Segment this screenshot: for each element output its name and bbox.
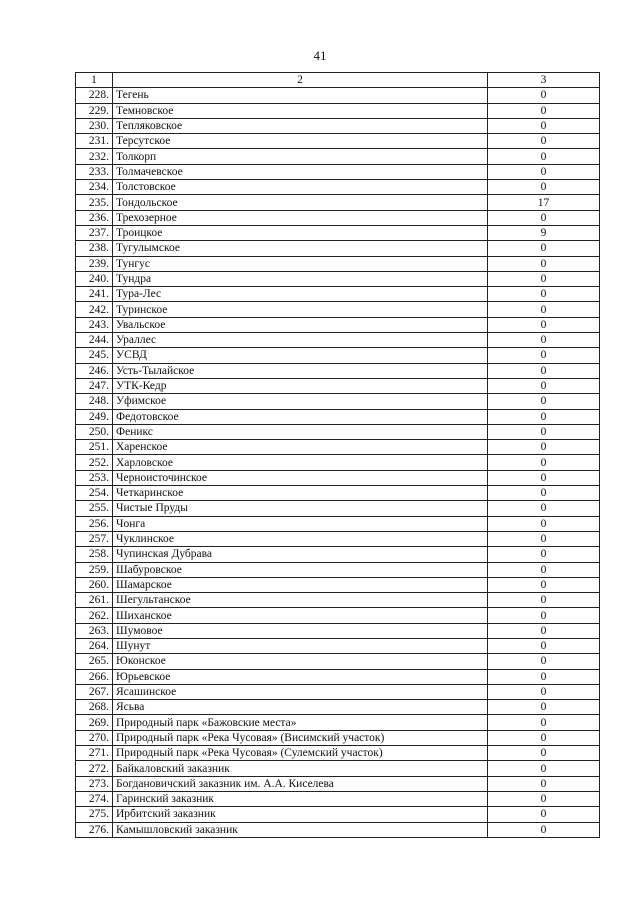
row-name: Шабуровское — [113, 562, 488, 577]
table-row — [76, 470, 600, 485]
row-name: Федотовское — [113, 409, 488, 424]
row-name: Природный парк «Река Чусовая» (Висимский участок) — [113, 730, 488, 745]
row-value: 0 — [488, 378, 600, 393]
row-number: 255. — [76, 501, 113, 516]
row-value: 0 — [488, 256, 600, 271]
table-row — [76, 134, 600, 149]
row-number: 253. — [76, 470, 113, 485]
row-name: Ирбитский заказник — [113, 807, 488, 822]
table-row — [76, 348, 600, 363]
table-row — [76, 608, 600, 623]
row-name: Харловское — [113, 455, 488, 470]
row-number: 233. — [76, 164, 113, 179]
row-name: Гаринский заказник — [113, 791, 488, 806]
row-value: 0 — [488, 715, 600, 730]
row-value: 0 — [488, 807, 600, 822]
row-number: 263. — [76, 623, 113, 638]
row-value: 0 — [488, 149, 600, 164]
table-row — [76, 149, 600, 164]
row-number: 236. — [76, 210, 113, 225]
row-name: Темновское — [113, 103, 488, 118]
row-value: 0 — [488, 669, 600, 684]
row-value: 17 — [488, 195, 600, 210]
row-value: 0 — [488, 440, 600, 455]
row-value: 0 — [488, 684, 600, 699]
row-number: 267. — [76, 684, 113, 699]
table-row — [76, 638, 600, 653]
row-value: 0 — [488, 271, 600, 286]
row-number: 245. — [76, 348, 113, 363]
row-name: УТК-Кедр — [113, 378, 488, 393]
row-number: 229. — [76, 103, 113, 118]
row-name: Тунгус — [113, 256, 488, 271]
table-row — [76, 118, 600, 133]
table-row — [76, 623, 600, 638]
row-value: 0 — [488, 88, 600, 103]
row-value: 0 — [488, 547, 600, 562]
row-number: 238. — [76, 241, 113, 256]
row-value: 0 — [488, 791, 600, 806]
table-row — [76, 164, 600, 179]
table-row — [76, 577, 600, 592]
row-value: 9 — [488, 225, 600, 240]
row-name: Шамарское — [113, 577, 488, 592]
row-number: 237. — [76, 225, 113, 240]
row-name: Чистые Пруды — [113, 501, 488, 516]
row-name: Юрьевское — [113, 669, 488, 684]
row-number: 242. — [76, 302, 113, 317]
row-number: 272. — [76, 761, 113, 776]
table-row — [76, 378, 600, 393]
row-number: 244. — [76, 333, 113, 348]
row-name: Байкаловский заказник — [113, 761, 488, 776]
table-row — [76, 317, 600, 332]
table-row — [76, 807, 600, 822]
row-value: 0 — [488, 638, 600, 653]
row-name: Усть-Тылайское — [113, 363, 488, 378]
row-name: Юконское — [113, 654, 488, 669]
table-row — [76, 241, 600, 256]
table-row — [76, 791, 600, 806]
row-value: 0 — [488, 593, 600, 608]
data-table — [75, 72, 600, 838]
row-number: 234. — [76, 180, 113, 195]
row-name: Феникс — [113, 424, 488, 439]
table-row — [76, 761, 600, 776]
row-number: 243. — [76, 317, 113, 332]
row-name: Чуклинское — [113, 531, 488, 546]
row-value: 0 — [488, 164, 600, 179]
row-name: Четкаринское — [113, 486, 488, 501]
row-number: 235. — [76, 195, 113, 210]
row-value: 0 — [488, 363, 600, 378]
table-row — [76, 822, 600, 837]
row-value: 0 — [488, 287, 600, 302]
row-name: Чупинская Дубрава — [113, 547, 488, 562]
table-row — [76, 516, 600, 531]
row-name: Трехозерное — [113, 210, 488, 225]
table-row — [76, 669, 600, 684]
table-row — [76, 363, 600, 378]
column-header-3: 3 — [488, 73, 600, 88]
row-value: 0 — [488, 180, 600, 195]
row-name: Шумовое — [113, 623, 488, 638]
row-name: Ясашинское — [113, 684, 488, 699]
row-number: 273. — [76, 776, 113, 791]
row-name: Природный парк «Бажовские места» — [113, 715, 488, 730]
row-name: Увальское — [113, 317, 488, 332]
row-name: Ураллес — [113, 333, 488, 348]
column-header-2: 2 — [113, 73, 488, 88]
row-value: 0 — [488, 118, 600, 133]
row-value: 0 — [488, 776, 600, 791]
row-name: Тура-Лес — [113, 287, 488, 302]
row-name: Шегультанское — [113, 593, 488, 608]
table-row — [76, 531, 600, 546]
row-number: 258. — [76, 547, 113, 562]
table-row — [76, 547, 600, 562]
table-row — [76, 776, 600, 791]
row-value: 0 — [488, 103, 600, 118]
table-row — [76, 593, 600, 608]
table-row — [76, 715, 600, 730]
row-number: 254. — [76, 486, 113, 501]
row-number: 262. — [76, 608, 113, 623]
table-row — [76, 684, 600, 699]
row-number: 270. — [76, 730, 113, 745]
row-number: 271. — [76, 746, 113, 761]
row-number: 264. — [76, 638, 113, 653]
row-value: 0 — [488, 134, 600, 149]
row-name: Шиханское — [113, 608, 488, 623]
row-name: Шунут — [113, 638, 488, 653]
row-number: 247. — [76, 378, 113, 393]
row-value: 0 — [488, 700, 600, 715]
table-row — [76, 562, 600, 577]
table-row — [76, 700, 600, 715]
row-number: 257. — [76, 531, 113, 546]
row-value: 0 — [488, 562, 600, 577]
row-number: 240. — [76, 271, 113, 286]
row-name: Толмачевское — [113, 164, 488, 179]
row-name: Природный парк «Река Чусовая» (Сулемский участок) — [113, 746, 488, 761]
table-row — [76, 409, 600, 424]
table-row — [76, 210, 600, 225]
row-name: Тундра — [113, 271, 488, 286]
row-value: 0 — [488, 317, 600, 332]
row-name: Толстовское — [113, 180, 488, 195]
page-number: 41 — [313, 48, 327, 63]
row-value: 0 — [488, 623, 600, 638]
row-number: 228. — [76, 88, 113, 103]
row-value: 0 — [488, 302, 600, 317]
row-value: 0 — [488, 470, 600, 485]
table-row — [76, 501, 600, 516]
table-row — [76, 271, 600, 286]
row-value: 0 — [488, 822, 600, 837]
table-row — [76, 333, 600, 348]
table-row — [76, 424, 600, 439]
table-row — [76, 103, 600, 118]
row-number: 239. — [76, 256, 113, 271]
row-value: 0 — [488, 241, 600, 256]
row-value: 0 — [488, 577, 600, 592]
row-number: 246. — [76, 363, 113, 378]
row-value: 0 — [488, 486, 600, 501]
row-name: Черноисточинское — [113, 470, 488, 485]
row-value: 0 — [488, 501, 600, 516]
row-name: Туринское — [113, 302, 488, 317]
row-number: 268. — [76, 700, 113, 715]
table-row — [76, 256, 600, 271]
row-name: УСВД — [113, 348, 488, 363]
row-name: Терсутское — [113, 134, 488, 149]
row-name: Тондольское — [113, 195, 488, 210]
column-header-1: 1 — [76, 73, 113, 88]
row-name: Толкорп — [113, 149, 488, 164]
row-number: 250. — [76, 424, 113, 439]
row-name: Троицкое — [113, 225, 488, 240]
row-value: 0 — [488, 730, 600, 745]
row-value: 0 — [488, 746, 600, 761]
row-value: 0 — [488, 516, 600, 531]
table-row — [76, 730, 600, 745]
row-value: 0 — [488, 348, 600, 363]
row-number: 261. — [76, 593, 113, 608]
table-body — [76, 88, 600, 838]
row-name: Ясьва — [113, 700, 488, 715]
row-number: 276. — [76, 822, 113, 837]
row-value: 0 — [488, 455, 600, 470]
row-number: 274. — [76, 791, 113, 806]
row-name: Чонга — [113, 516, 488, 531]
row-number: 275. — [76, 807, 113, 822]
row-value: 0 — [488, 761, 600, 776]
row-number: 232. — [76, 149, 113, 164]
row-number: 265. — [76, 654, 113, 669]
row-name: Камышловский заказник — [113, 822, 488, 837]
table-row — [76, 486, 600, 501]
table-header-row — [76, 73, 600, 88]
table-row — [76, 225, 600, 240]
table-row — [76, 195, 600, 210]
table-row — [76, 654, 600, 669]
table-row — [76, 455, 600, 470]
row-number: 259. — [76, 562, 113, 577]
table-row — [76, 394, 600, 409]
row-number: 252. — [76, 455, 113, 470]
table-row — [76, 440, 600, 455]
row-value: 0 — [488, 394, 600, 409]
row-name: Тепляковское — [113, 118, 488, 133]
row-number: 230. — [76, 118, 113, 133]
row-name: Тегень — [113, 88, 488, 103]
row-value: 0 — [488, 424, 600, 439]
table-row — [76, 287, 600, 302]
row-number: 241. — [76, 287, 113, 302]
row-value: 0 — [488, 654, 600, 669]
row-number: 251. — [76, 440, 113, 455]
row-name: Богдановичский заказник им. А.А. Киселева — [113, 776, 488, 791]
table-row — [76, 746, 600, 761]
row-value: 0 — [488, 333, 600, 348]
row-number: 266. — [76, 669, 113, 684]
row-name: Тугулымское — [113, 241, 488, 256]
row-number: 249. — [76, 409, 113, 424]
row-number: 231. — [76, 134, 113, 149]
row-number: 248. — [76, 394, 113, 409]
table-row — [76, 302, 600, 317]
row-number: 256. — [76, 516, 113, 531]
row-number: 269. — [76, 715, 113, 730]
row-number: 260. — [76, 577, 113, 592]
row-value: 0 — [488, 409, 600, 424]
row-value: 0 — [488, 210, 600, 225]
table-row — [76, 88, 600, 103]
table-row — [76, 180, 600, 195]
row-name: Харенское — [113, 440, 488, 455]
row-value: 0 — [488, 531, 600, 546]
row-value: 0 — [488, 608, 600, 623]
row-name: Уфимское — [113, 394, 488, 409]
